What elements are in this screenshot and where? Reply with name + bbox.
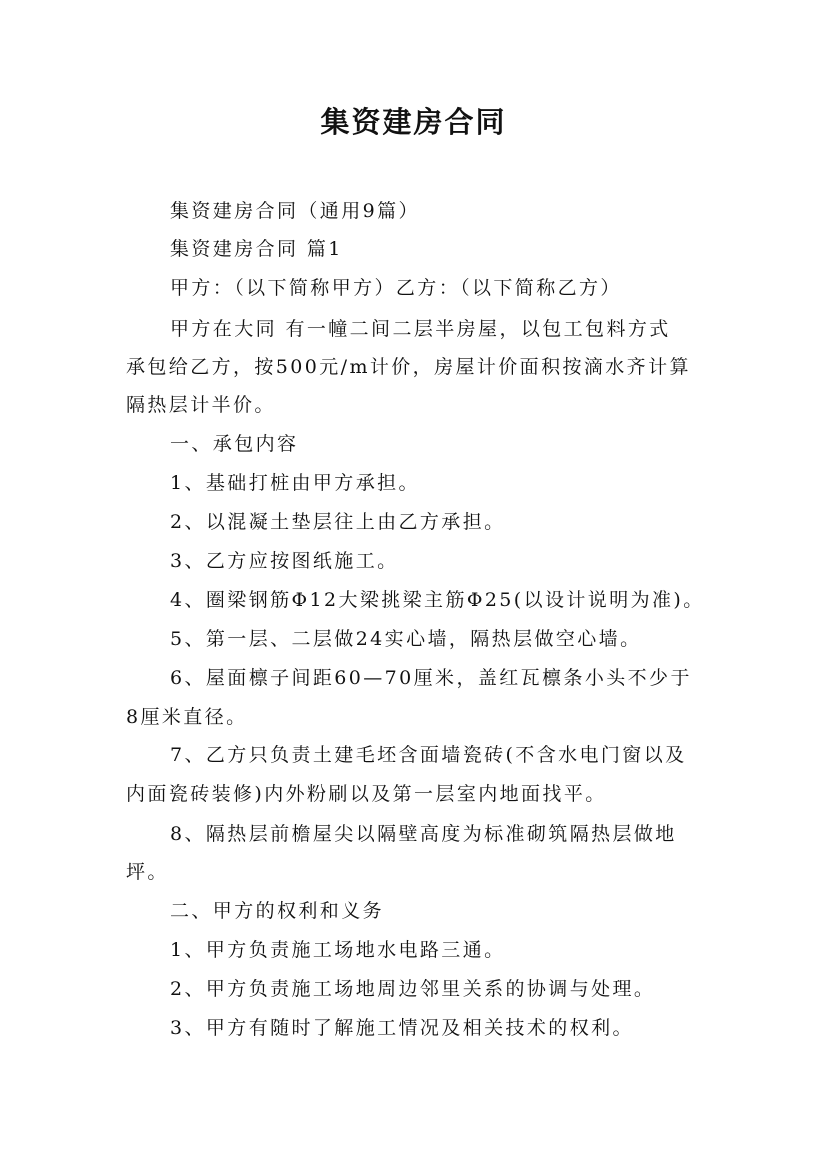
clause-line: 3、甲方有随时了解施工情况及相关技术的权利。 [170,1017,634,1039]
clause-line: 内面瓷砖装修)内外粉刷以及第一层室内地面找平。 [126,783,607,805]
section-heading-line: 集资建房合同 篇1 [170,238,343,260]
clause-line: 8、隔热层前檐屋尖以隔壁高度为标准砌筑隔热层做地 [170,823,677,845]
clause-line: 1、甲方负责施工场地水电路三通。 [170,939,506,961]
clause-line: 1、基础打桩由甲方承担。 [170,472,420,494]
clause-line: 3、乙方应按图纸施工。 [170,550,399,572]
clause-line: 5、第一层、二层做24实心墙，隔热层做空心墙。 [170,628,642,650]
subtitle-line: 集资建房合同（通用9篇） [170,200,420,222]
clause-heading-line: 一、承包内容 [170,433,299,455]
clause-line: 4、圈梁钢筋Φ12大梁挑梁主筋Φ25(以设计说明为准)。 [170,589,705,611]
clause-heading-line: 二、甲方的权利和义务 [170,900,385,922]
paragraph-line: 甲方在大同 有一幢二间二层半房屋，以包工包料方式 [170,318,671,340]
paragraph-line: 承包给乙方，按500元/m计价，房屋计价面积按滴水齐计算 [126,356,691,378]
clause-line: 8厘米直径。 [126,706,248,728]
clause-line: 7、乙方只负责土建毛坯含面墙瓷砖(不含水电门窗以及 [170,744,687,766]
clause-line: 2、以混凝土垫层往上由乙方承担。 [170,511,506,533]
paragraph-line: 隔热层计半价。 [126,394,276,416]
clause-line: 坪。 [126,861,169,883]
document-title: 集资建房合同 [320,105,507,139]
clause-line: 6、屋面檩子间距60—70厘米，盖红瓦檩条小头不少于 [170,667,692,689]
clause-line: 2、甲方负责施工场地周边邻里关系的协调与处理。 [170,978,656,1000]
parties-line: 甲方：（以下简称甲方）乙方：（以下简称乙方） [170,277,622,299]
